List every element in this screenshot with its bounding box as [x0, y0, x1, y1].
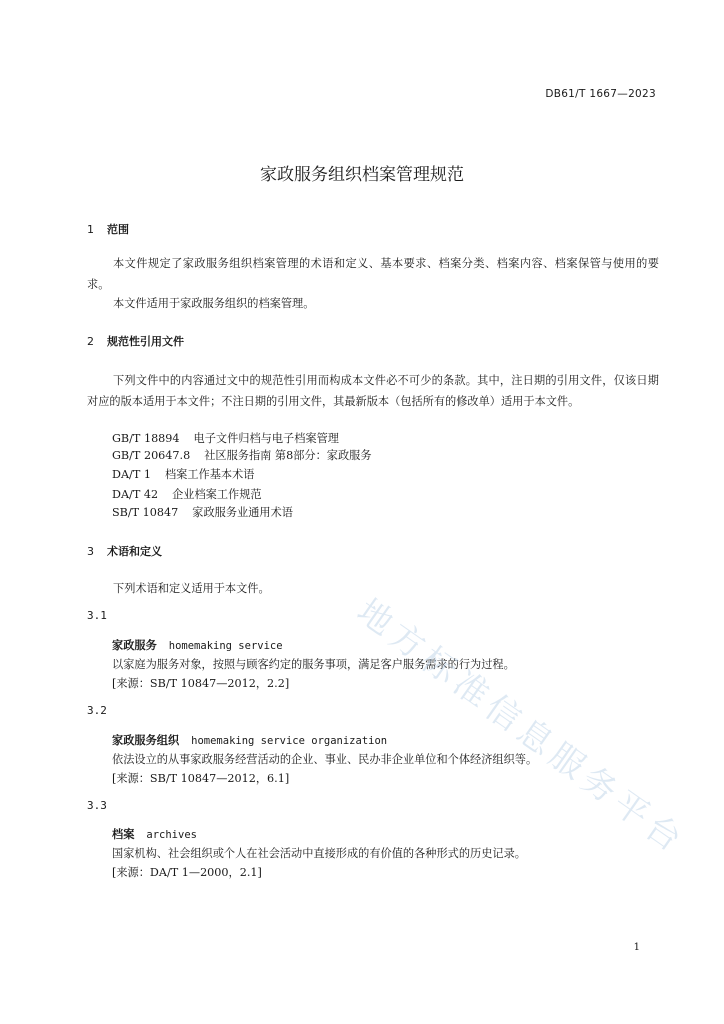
term-zh: 家政服务 — [112, 638, 157, 652]
watermark-char: 台 — [637, 807, 689, 860]
term-en: homemaking service — [168, 640, 283, 652]
section-number: 2 — [87, 335, 94, 348]
watermark-char: 信 — [477, 687, 529, 740]
section-1-heading — [87, 221, 129, 237]
section-number: 1 — [87, 223, 94, 236]
section-2-paragraph-1: 下列文件中的内容通过文中的规范性引用而构成本文件必不可少的条款。其中，注日期的引用文件，仅该日期对应的版本适用于本文件；不注日期的引用文件，其最新版本（包括所有的修改单）适用于本文件。 — [87, 374, 659, 408]
reference-title: 电子文件归档与电子档案管理 — [193, 432, 339, 445]
term-number: 3.2 — [87, 704, 107, 717]
watermark-char: 地 — [349, 591, 401, 644]
section-number: 3 — [87, 545, 94, 558]
watermark-char: 平 — [605, 783, 657, 836]
term-heading — [112, 732, 387, 748]
page-title: 家政服务组织档案管理规范 — [260, 165, 464, 185]
term-definition: 依法设立的从事家政服务经营活动的企业、事业、民办非企业单位和个体经济组织等。 — [112, 753, 538, 766]
term-source: [来源：SB/T 10847—2012，2.2] — [112, 677, 290, 690]
term-zh: 档案 — [112, 827, 135, 841]
term-en: homemaking service organization — [191, 735, 388, 747]
reference-code: DA/T 1 — [112, 468, 151, 481]
reference-code: GB/T 20647.8 — [112, 449, 191, 462]
term-en: archives — [146, 829, 197, 841]
reference-code: SB/T 10847 — [112, 506, 179, 519]
term-source: [来源：SB/T 10847—2012，6.1] — [112, 772, 290, 785]
reference-item — [112, 486, 262, 502]
term-heading — [112, 826, 197, 842]
section-1-paragraph-1: 本文件规定了家政服务组织档案管理的术语和定义、基本要求、档案分类、档案内容、档案保管与使用的要求。 — [87, 257, 659, 291]
reference-code: GB/T 18894 — [112, 432, 180, 445]
term-definition: 国家机构、社会组织或个人在社会活动中直接形成的有价值的各种形式的历史记录。 — [112, 847, 526, 860]
page-number: 1 — [633, 942, 640, 953]
section-3-heading — [87, 543, 162, 559]
reference-item — [112, 504, 293, 520]
reference-title: 家政服务业通用术语 — [192, 506, 293, 519]
reference-item — [112, 466, 254, 482]
term-number: 3.1 — [87, 609, 107, 622]
watermark-char: 服 — [541, 735, 593, 788]
term-heading — [112, 637, 283, 653]
section-title: 规范性引用文件 — [107, 335, 184, 348]
reference-code: DA/T 42 — [112, 488, 159, 501]
reference-item — [112, 447, 372, 463]
watermark-char: 标 — [413, 639, 465, 692]
section-2-heading — [87, 333, 184, 349]
term-definition: 以家庭为服务对象，按照与顾客约定的服务事项，满足客户服务需求的行为过程。 — [112, 658, 515, 671]
watermark-char: 息 — [509, 711, 561, 764]
term-source: [来源：DA/T 1—2000，2.1] — [112, 866, 262, 879]
section-title: 范围 — [107, 223, 129, 236]
term-number: 3.3 — [87, 799, 107, 812]
watermark-char: 准 — [445, 663, 497, 716]
watermark-char: 方 — [381, 615, 433, 668]
section-1-paragraph-2: 本文件适用于家政服务组织的档案管理。 — [113, 297, 315, 310]
reference-title: 社区服务指南 第8部分：家政服务 — [204, 449, 372, 462]
term-zh: 家政服务组织 — [112, 733, 180, 747]
reference-title: 企业档案工作规范 — [172, 488, 262, 501]
reference-title: 档案工作基本术语 — [164, 468, 255, 481]
section-3-paragraph-1: 下列术语和定义适用于本文件。 — [113, 582, 270, 595]
document-number: DB61/T 1667—2023 — [545, 88, 656, 100]
reference-item — [112, 430, 339, 446]
watermark-char: 务 — [573, 759, 625, 812]
section-title: 术语和定义 — [107, 545, 162, 558]
